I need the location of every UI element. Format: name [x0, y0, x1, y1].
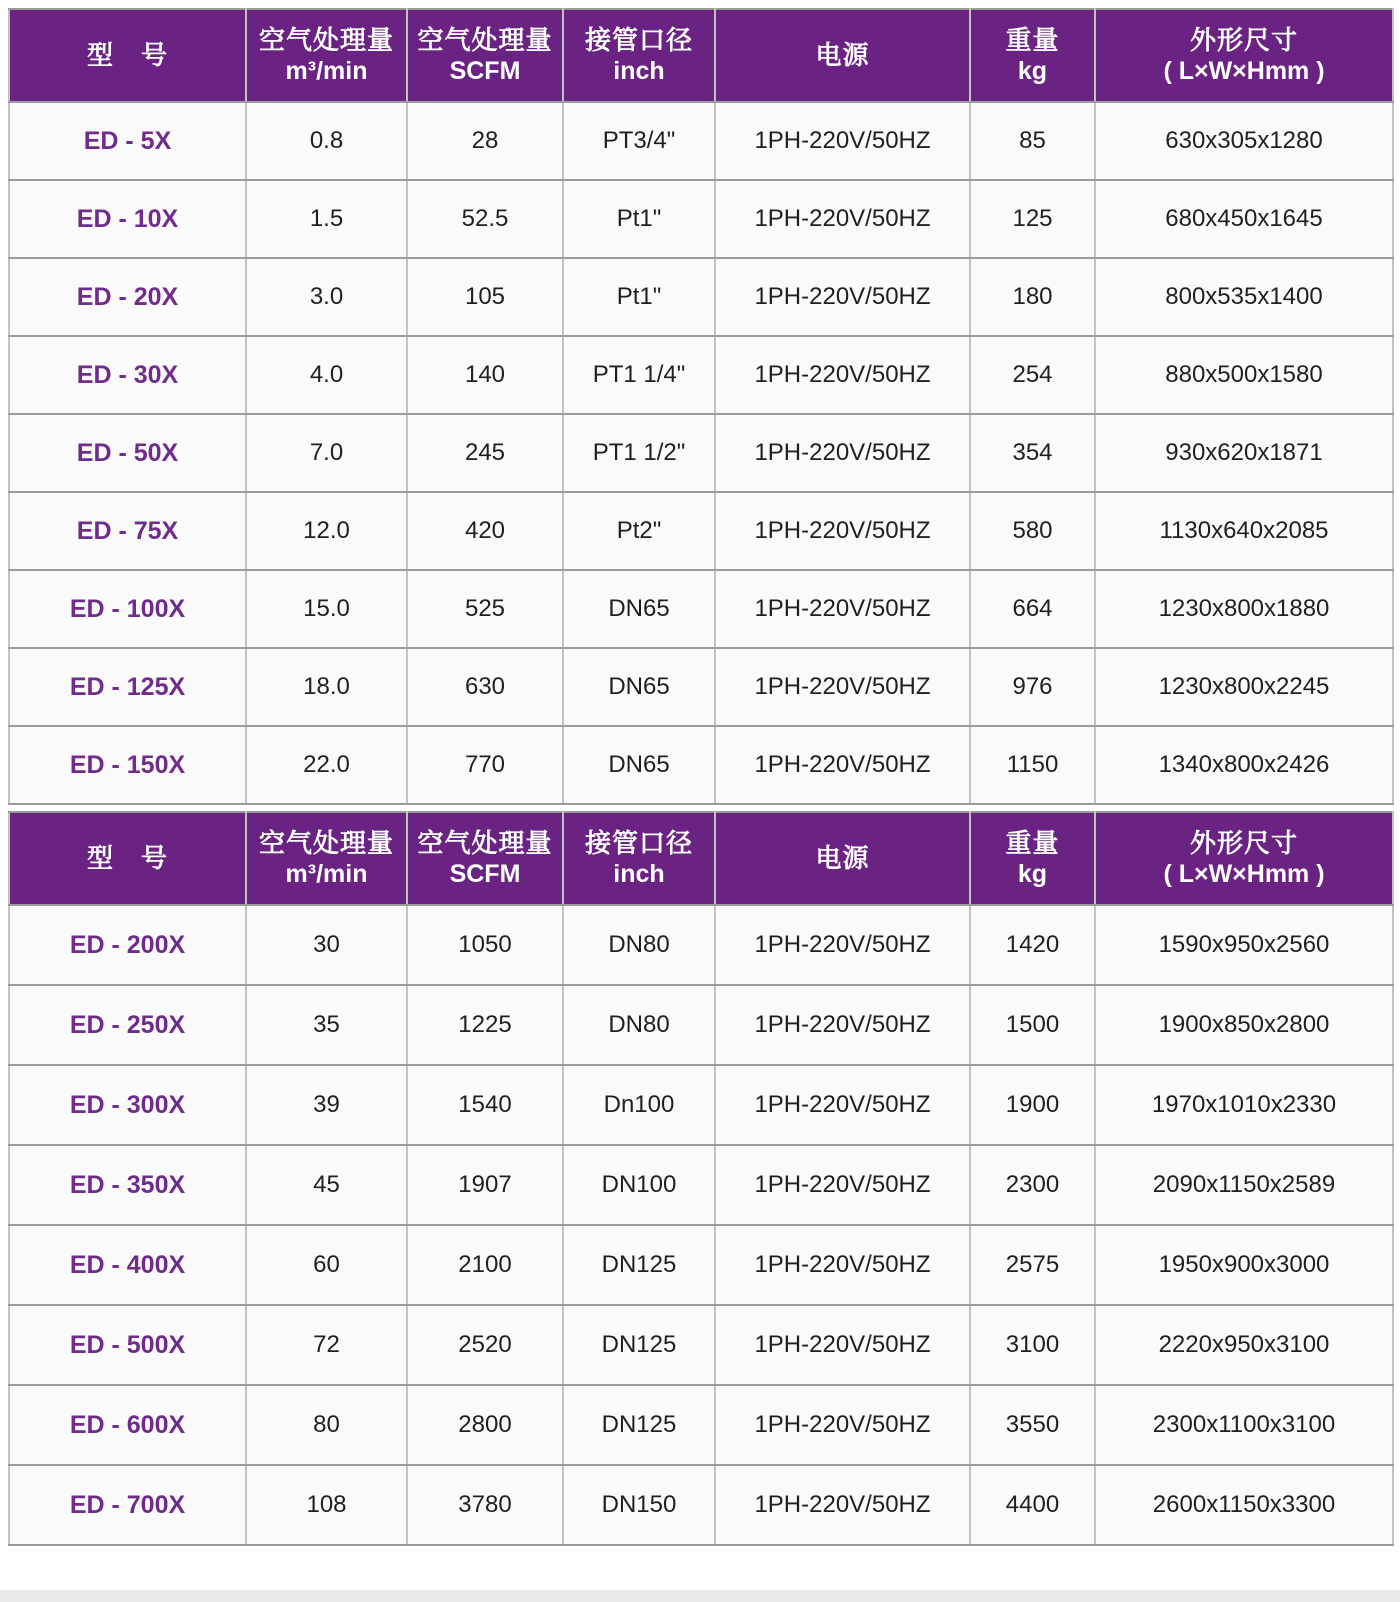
- cell-pipe-size: PT3/4": [563, 102, 715, 180]
- cell-weight: 354: [970, 414, 1095, 492]
- cell-capacity-scfm: 525: [407, 570, 563, 648]
- cell-model: ED - 200X: [9, 905, 246, 985]
- header-row: [9, 9, 1393, 102]
- cell-weight: 3100: [970, 1305, 1095, 1385]
- cell-dimensions: 2300x1100x3100: [1095, 1385, 1393, 1465]
- cell-power: 1PH-220V/50HZ: [715, 102, 970, 180]
- header-label: 空气处理量: [417, 827, 553, 858]
- cell-power: 1PH-220V/50HZ: [715, 1305, 970, 1385]
- cell-weight: 180: [970, 258, 1095, 336]
- cell-pipe-size: Pt2": [563, 492, 715, 570]
- spec-table-section-1: [8, 8, 1394, 805]
- cell-capacity-m3min: 35: [246, 985, 407, 1065]
- cell-capacity-m3min: 60: [246, 1225, 407, 1305]
- cell-weight: 254: [970, 336, 1095, 414]
- table-row: [9, 648, 1393, 726]
- header-sublabel: ( L×W×Hmm ): [1163, 860, 1325, 889]
- table-row: [9, 985, 1393, 1065]
- cell-capacity-scfm: 28: [407, 102, 563, 180]
- cell-weight: 3550: [970, 1385, 1095, 1465]
- cell-power: 1PH-220V/50HZ: [715, 336, 970, 414]
- header-power: [715, 9, 970, 102]
- cell-capacity-m3min: 39: [246, 1065, 407, 1145]
- cell-power: 1PH-220V/50HZ: [715, 1225, 970, 1305]
- cell-weight: 2300: [970, 1145, 1095, 1225]
- cell-dimensions: 1340x800x2426: [1095, 726, 1393, 804]
- cell-model: ED - 600X: [9, 1385, 246, 1465]
- header-sublabel: ( L×W×Hmm ): [1163, 57, 1325, 86]
- cell-power: 1PH-220V/50HZ: [715, 1065, 970, 1145]
- cell-capacity-scfm: 1540: [407, 1065, 563, 1145]
- header-dimensions: [1095, 9, 1393, 102]
- cell-weight: 1420: [970, 905, 1095, 985]
- header-pipe-size: [563, 812, 715, 905]
- cell-capacity-scfm: 630: [407, 648, 563, 726]
- cell-model: ED - 300X: [9, 1065, 246, 1145]
- cell-weight: 1500: [970, 985, 1095, 1065]
- cell-dimensions: 1130x640x2085: [1095, 492, 1393, 570]
- header-sublabel: inch: [613, 57, 665, 86]
- cell-capacity-scfm: 2800: [407, 1385, 563, 1465]
- cell-capacity-m3min: 4.0: [246, 336, 407, 414]
- cell-weight: 1150: [970, 726, 1095, 804]
- cell-model: ED - 350X: [9, 1145, 246, 1225]
- table-row: [9, 1465, 1393, 1545]
- cell-weight: 580: [970, 492, 1095, 570]
- table-row: [9, 414, 1393, 492]
- cell-weight: 2575: [970, 1225, 1095, 1305]
- cell-capacity-m3min: 22.0: [246, 726, 407, 804]
- cell-weight: 1900: [970, 1065, 1095, 1145]
- table-row: [9, 492, 1393, 570]
- cell-model: ED - 30X: [9, 336, 246, 414]
- header-weight: [970, 9, 1095, 102]
- cell-dimensions: 1590x950x2560: [1095, 905, 1393, 985]
- table-row: [9, 1065, 1393, 1145]
- cell-capacity-scfm: 1050: [407, 905, 563, 985]
- cell-pipe-size: DN100: [563, 1145, 715, 1225]
- cell-dimensions: 630x305x1280: [1095, 102, 1393, 180]
- header-label: 接管口径: [584, 24, 693, 55]
- cell-capacity-scfm: 1907: [407, 1145, 563, 1225]
- header-label: 电源: [815, 843, 870, 874]
- cell-dimensions: 1230x800x1880: [1095, 570, 1393, 648]
- table-row: [9, 1225, 1393, 1305]
- cell-model: ED - 100X: [9, 570, 246, 648]
- cell-dimensions: 930x620x1871: [1095, 414, 1393, 492]
- cell-power: 1PH-220V/50HZ: [715, 1145, 970, 1225]
- cell-pipe-size: PT1 1/4": [563, 336, 715, 414]
- cell-capacity-m3min: 80: [246, 1385, 407, 1465]
- header-capacity-m3min: [246, 9, 407, 102]
- cell-pipe-size: DN80: [563, 905, 715, 985]
- header-label: 外形尺寸: [1189, 24, 1298, 55]
- spec-table-section-2: [8, 811, 1394, 1546]
- header-sublabel: SCFM: [449, 860, 521, 889]
- cell-capacity-scfm: 3780: [407, 1465, 563, 1545]
- cell-dimensions: 1900x850x2800: [1095, 985, 1393, 1065]
- header-capacity-scfm: [407, 812, 563, 905]
- cell-power: 1PH-220V/50HZ: [715, 258, 970, 336]
- header-model: [9, 9, 246, 102]
- cell-capacity-scfm: 2100: [407, 1225, 563, 1305]
- cell-dimensions: 1950x900x3000: [1095, 1225, 1393, 1305]
- header-label: 重量: [1005, 24, 1060, 55]
- cell-model: ED - 20X: [9, 258, 246, 336]
- cell-model: ED - 700X: [9, 1465, 246, 1545]
- cell-weight: 125: [970, 180, 1095, 258]
- page-bottom-strip: [0, 1590, 1400, 1602]
- header-label: 空气处理量: [417, 24, 553, 55]
- cell-capacity-m3min: 0.8: [246, 102, 407, 180]
- cell-model: ED - 75X: [9, 492, 246, 570]
- header-sublabel: m³/min: [285, 860, 368, 889]
- cell-capacity-m3min: 108: [246, 1465, 407, 1545]
- cell-weight: 85: [970, 102, 1095, 180]
- header-capacity-m3min: [246, 812, 407, 905]
- cell-power: 1PH-220V/50HZ: [715, 570, 970, 648]
- header-sublabel: m³/min: [285, 57, 368, 86]
- cell-model: ED - 5X: [9, 102, 246, 180]
- cell-dimensions: 2600x1150x3300: [1095, 1465, 1393, 1545]
- cell-capacity-m3min: 72: [246, 1305, 407, 1385]
- cell-capacity-m3min: 15.0: [246, 570, 407, 648]
- cell-weight: 4400: [970, 1465, 1095, 1545]
- cell-power: 1PH-220V/50HZ: [715, 726, 970, 804]
- table-row: [9, 1305, 1393, 1385]
- cell-pipe-size: DN65: [563, 726, 715, 804]
- cell-pipe-size: DN65: [563, 570, 715, 648]
- cell-pipe-size: Pt1": [563, 258, 715, 336]
- cell-capacity-scfm: 52.5: [407, 180, 563, 258]
- cell-capacity-m3min: 12.0: [246, 492, 407, 570]
- cell-capacity-m3min: 45: [246, 1145, 407, 1225]
- cell-pipe-size: Dn100: [563, 1065, 715, 1145]
- cell-power: 1PH-220V/50HZ: [715, 414, 970, 492]
- cell-power: 1PH-220V/50HZ: [715, 1385, 970, 1465]
- header-dimensions: [1095, 812, 1393, 905]
- cell-power: 1PH-220V/50HZ: [715, 1465, 970, 1545]
- table-row: [9, 905, 1393, 985]
- table-row: [9, 102, 1393, 180]
- cell-dimensions: 1230x800x2245: [1095, 648, 1393, 726]
- cell-model: ED - 150X: [9, 726, 246, 804]
- table-row: [9, 726, 1393, 804]
- cell-capacity-scfm: 770: [407, 726, 563, 804]
- header-label: 型 号: [86, 40, 168, 71]
- cell-capacity-m3min: 1.5: [246, 180, 407, 258]
- table-row: [9, 336, 1393, 414]
- cell-dimensions: 2220x950x3100: [1095, 1305, 1393, 1385]
- cell-power: 1PH-220V/50HZ: [715, 985, 970, 1065]
- cell-model: ED - 400X: [9, 1225, 246, 1305]
- table-row: [9, 1145, 1393, 1225]
- header-sublabel: SCFM: [449, 57, 521, 86]
- cell-dimensions: 1970x1010x2330: [1095, 1065, 1393, 1145]
- cell-dimensions: 880x500x1580: [1095, 336, 1393, 414]
- header-capacity-scfm: [407, 9, 563, 102]
- table-row: [9, 570, 1393, 648]
- header-model: [9, 812, 246, 905]
- cell-power: 1PH-220V/50HZ: [715, 905, 970, 985]
- cell-pipe-size: Pt1": [563, 180, 715, 258]
- header-row: [9, 812, 1393, 905]
- cell-pipe-size: DN80: [563, 985, 715, 1065]
- header-label: 空气处理量: [258, 827, 394, 858]
- cell-weight: 664: [970, 570, 1095, 648]
- table-row: [9, 258, 1393, 336]
- cell-capacity-scfm: 245: [407, 414, 563, 492]
- header-pipe-size: [563, 9, 715, 102]
- header-label: 接管口径: [584, 827, 693, 858]
- cell-power: 1PH-220V/50HZ: [715, 180, 970, 258]
- cell-capacity-m3min: 18.0: [246, 648, 407, 726]
- cell-dimensions: 2090x1150x2589: [1095, 1145, 1393, 1225]
- cell-power: 1PH-220V/50HZ: [715, 492, 970, 570]
- cell-pipe-size: DN125: [563, 1225, 715, 1305]
- header-sublabel: inch: [613, 860, 665, 889]
- cell-capacity-m3min: 3.0: [246, 258, 407, 336]
- cell-dimensions: 800x535x1400: [1095, 258, 1393, 336]
- cell-capacity-scfm: 1225: [407, 985, 563, 1065]
- header-label: 型 号: [86, 843, 168, 874]
- header-weight: [970, 812, 1095, 905]
- cell-weight: 976: [970, 648, 1095, 726]
- header-label: 电源: [815, 40, 870, 71]
- cell-pipe-size: DN125: [563, 1385, 715, 1465]
- cell-model: ED - 500X: [9, 1305, 246, 1385]
- cell-model: ED - 10X: [9, 180, 246, 258]
- cell-power: 1PH-220V/50HZ: [715, 648, 970, 726]
- cell-model: ED - 125X: [9, 648, 246, 726]
- cell-pipe-size: DN150: [563, 1465, 715, 1545]
- cell-model: ED - 50X: [9, 414, 246, 492]
- header-label: 外形尺寸: [1189, 827, 1298, 858]
- cell-dimensions: 680x450x1645: [1095, 180, 1393, 258]
- cell-capacity-scfm: 105: [407, 258, 563, 336]
- header-power: [715, 812, 970, 905]
- cell-capacity-m3min: 7.0: [246, 414, 407, 492]
- header-sublabel: kg: [1017, 860, 1048, 889]
- cell-capacity-m3min: 30: [246, 905, 407, 985]
- cell-pipe-size: PT1 1/2": [563, 414, 715, 492]
- cell-capacity-scfm: 420: [407, 492, 563, 570]
- cell-capacity-scfm: 2520: [407, 1305, 563, 1385]
- cell-pipe-size: DN65: [563, 648, 715, 726]
- cell-pipe-size: DN125: [563, 1305, 715, 1385]
- table-row: [9, 180, 1393, 258]
- header-label: 重量: [1005, 827, 1060, 858]
- header-sublabel: kg: [1017, 57, 1048, 86]
- table-row: [9, 1385, 1393, 1465]
- cell-capacity-scfm: 140: [407, 336, 563, 414]
- cell-model: ED - 250X: [9, 985, 246, 1065]
- header-label: 空气处理量: [258, 24, 394, 55]
